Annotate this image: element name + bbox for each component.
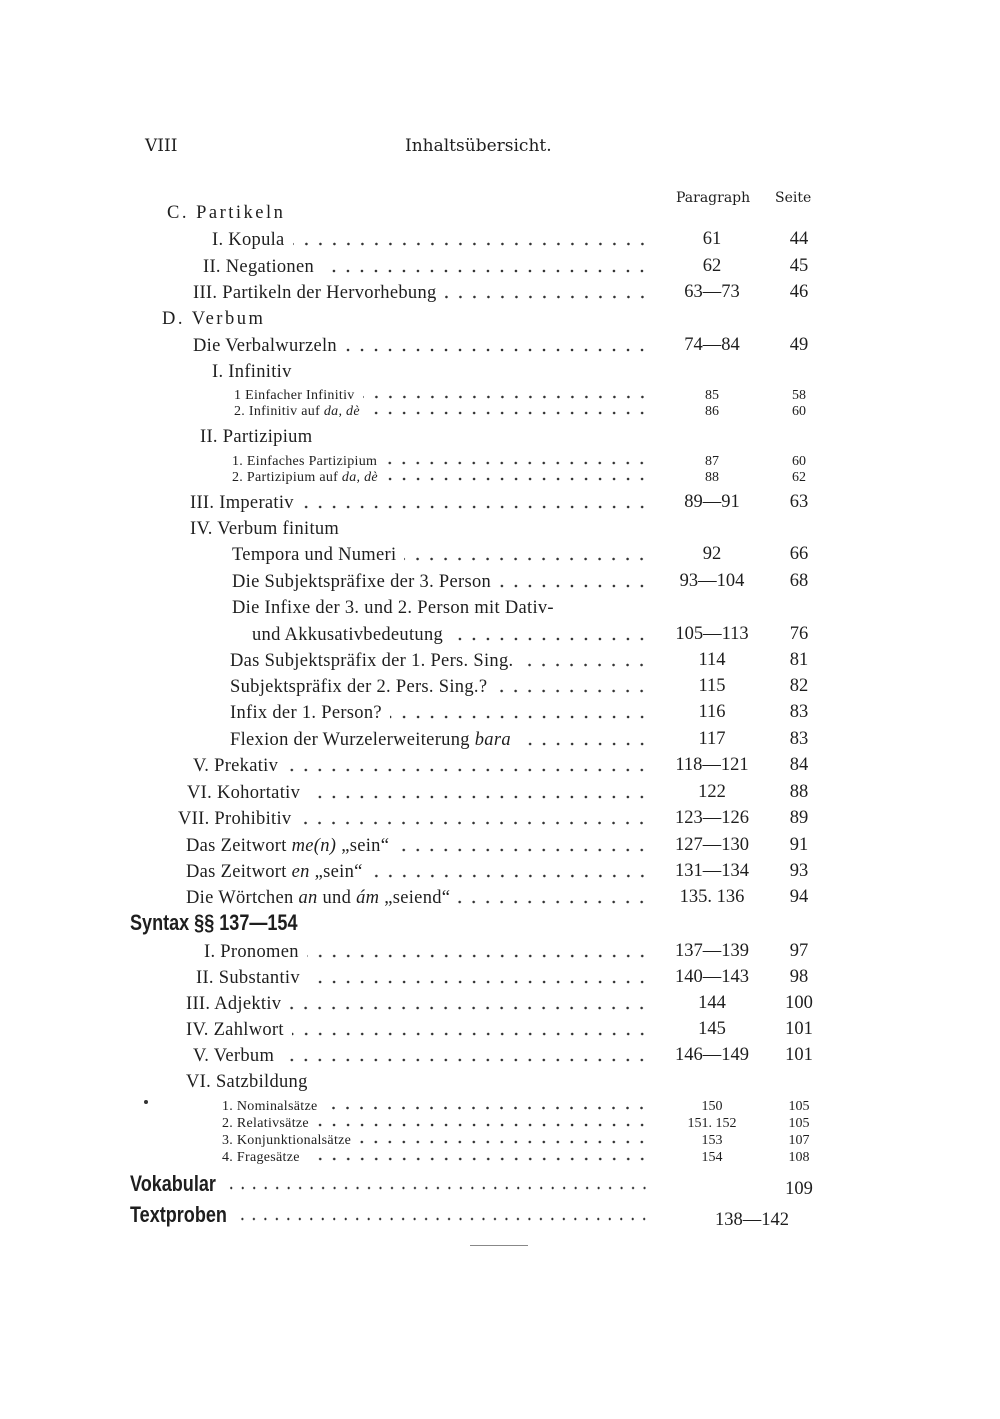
toc-entry xyxy=(234,388,655,404)
page-ref: 108 xyxy=(788,1150,810,1165)
entry-title xyxy=(193,282,437,304)
entry-title-text: III. Imperativ xyxy=(190,493,294,513)
paragraph-number: 93—104 xyxy=(679,571,745,591)
entry-title-text: Subjektspräfix der 2. Pers. Sing.? xyxy=(230,677,488,697)
dot-leader xyxy=(495,686,649,694)
toc-entry xyxy=(212,229,655,251)
page-ref: 105 xyxy=(788,1116,810,1131)
page-ref: 76 xyxy=(789,624,809,644)
entry-title xyxy=(200,426,312,448)
entry-title xyxy=(252,624,443,646)
entry-title-text: II. Substantiv xyxy=(196,968,300,988)
entry-title-text: Syntax §§ 137—154 xyxy=(130,910,298,935)
page-ref: 83 xyxy=(789,702,809,722)
entry-title xyxy=(232,470,378,486)
entry-title-text: VI. Kohortativ xyxy=(187,783,301,803)
toc-entry xyxy=(232,470,655,486)
entry-title-text: Die Subjektspräfixe der 3. Person xyxy=(232,572,492,592)
dot-leader xyxy=(390,712,649,720)
entry-title-text: Das Zeitwort xyxy=(186,862,292,882)
paragraph-number: 87 xyxy=(705,454,719,469)
toc-section-heading xyxy=(162,308,265,330)
entry-title xyxy=(190,518,339,540)
entry-title-text: I. Kopula xyxy=(212,230,285,250)
entry-title-italic: an xyxy=(298,888,318,908)
entry-title xyxy=(232,544,396,566)
dot-leader xyxy=(368,408,649,416)
paragraph-number: 151. 152 xyxy=(687,1116,737,1131)
entry-title xyxy=(232,571,491,593)
entry-title-text: Das Zeitwort xyxy=(186,836,292,856)
entry-title-text: 2. Partizipium auf xyxy=(232,470,342,485)
paragraph-number: 144 xyxy=(698,993,726,1013)
entry-title-text: Die Infixe der 3. und 2. Person mit Dativ- xyxy=(232,598,554,618)
toc-entry xyxy=(222,1150,655,1166)
page-ref: 63 xyxy=(789,492,809,512)
entry-title xyxy=(203,256,314,278)
entry-title-text: 1 Einfacher Infinitiv xyxy=(234,388,355,403)
entry-title xyxy=(186,887,450,909)
paragraph-number: 131—134 xyxy=(675,861,749,881)
dot-leader xyxy=(299,818,649,826)
dot-leader xyxy=(308,977,649,985)
entry-title-italic: ám xyxy=(356,888,380,908)
page-ref: 89 xyxy=(789,808,809,828)
paragraph-number: 137—139 xyxy=(675,941,749,961)
dot-leader xyxy=(325,1103,649,1111)
page-title: Inhaltsübersicht. xyxy=(405,136,552,156)
page-ref: 101 xyxy=(785,1045,813,1065)
entry-title-text: 4. Fragesätze xyxy=(222,1150,300,1165)
entry-title xyxy=(193,335,337,357)
toc-entry xyxy=(230,650,655,672)
paragraph-number: 62 xyxy=(702,256,722,276)
dot-leader xyxy=(499,581,649,589)
dot-leader xyxy=(397,845,649,853)
entry-title xyxy=(130,1204,227,1226)
toc-entry xyxy=(193,755,655,777)
entry-title-text: Die Wörtchen xyxy=(186,888,299,908)
paragraph-number: 85 xyxy=(705,388,719,403)
page-ref: 82 xyxy=(789,676,809,696)
toc-entry xyxy=(186,1019,655,1041)
toc-entry xyxy=(232,454,655,470)
paragraph-number: 105—113 xyxy=(675,624,749,644)
paragraph-number: 145 xyxy=(698,1019,726,1039)
page-ref: 62 xyxy=(792,470,806,485)
toc-entry xyxy=(193,1045,655,1067)
toc-entry xyxy=(252,624,655,646)
dot-leader xyxy=(233,1214,650,1222)
page-ref: 88 xyxy=(789,782,809,802)
dot-leader xyxy=(359,1137,649,1145)
entry-title xyxy=(230,702,382,724)
entry-title xyxy=(196,967,300,989)
paragraph-number: 86 xyxy=(705,404,719,419)
entry-title xyxy=(222,1099,317,1115)
page-ref: 45 xyxy=(789,256,809,276)
toc-entry xyxy=(222,1133,655,1149)
page-ref: 44 xyxy=(789,229,809,249)
column-header-paragraph: Paragraph xyxy=(676,190,751,206)
toc-section-heading xyxy=(130,1204,655,1226)
entry-title-text: C. Partikeln xyxy=(167,203,286,223)
entry-title xyxy=(230,676,487,698)
dot-leader xyxy=(308,1154,649,1162)
paragraph-number: 150 xyxy=(701,1099,723,1114)
paragraph-number: 115 xyxy=(698,676,726,696)
entry-title-text: V. Prekativ xyxy=(193,756,279,776)
dot-leader xyxy=(289,1003,649,1011)
entry-title-text: III. Adjektiv xyxy=(186,994,282,1014)
page-ref: 138—142 xyxy=(715,1210,789,1230)
dot-leader xyxy=(386,474,649,482)
toc-section-heading xyxy=(130,912,297,934)
paragraph-number: 118—121 xyxy=(675,755,749,775)
dot-leader xyxy=(363,392,649,400)
page-ref: 83 xyxy=(789,729,809,749)
toc-entry xyxy=(186,861,655,883)
toc-entry xyxy=(190,492,655,514)
entry-title-text: Flexion der Wurzelerweiterung xyxy=(230,730,475,750)
entry-title-text: II. Negationen xyxy=(203,257,315,277)
toc-entry xyxy=(230,676,655,698)
entry-title-text: Tempora und Numeri xyxy=(232,545,397,565)
toc-entry xyxy=(186,993,655,1015)
entry-title xyxy=(130,912,297,934)
page-ref: 98 xyxy=(789,967,809,987)
entry-title xyxy=(232,454,377,470)
entry-title xyxy=(234,404,360,420)
toc-entry xyxy=(196,967,655,989)
page-ref: 46 xyxy=(789,282,809,302)
entry-title-text: „seiend“ xyxy=(379,888,451,908)
entry-title-text: I. Infinitiv xyxy=(212,362,292,382)
entry-title-text: III. Partikeln der Hervorhebung xyxy=(193,283,437,303)
entry-title-italic: me(n) xyxy=(291,836,337,856)
page-ref: 60 xyxy=(792,454,806,469)
dot-leader xyxy=(293,239,649,247)
entry-title xyxy=(190,492,294,514)
entry-title-italic: da, dè xyxy=(341,470,378,485)
entry-title-text: Textproben xyxy=(130,1202,227,1227)
toc-entry xyxy=(234,404,655,420)
page-ref: 91 xyxy=(789,835,809,855)
paragraph-number: 88 xyxy=(705,470,719,485)
entry-title-text: 3. Konjunktionalsätze xyxy=(222,1133,352,1148)
toc-entry xyxy=(222,1116,655,1132)
toc-entry xyxy=(186,1071,308,1093)
paragraph-number: 153 xyxy=(701,1133,723,1148)
toc-entry xyxy=(203,256,655,278)
paragraph-number: 116 xyxy=(698,702,726,722)
entry-title xyxy=(178,808,291,830)
paragraph-number: 89—91 xyxy=(684,492,740,512)
paragraph-number: 114 xyxy=(698,650,726,670)
toc-section-heading xyxy=(130,1173,655,1195)
dot-leader xyxy=(308,792,649,800)
page-ref: 84 xyxy=(789,755,809,775)
entry-title-text: und xyxy=(317,888,357,908)
toc-entry xyxy=(187,782,655,804)
dot-leader xyxy=(458,897,649,905)
entry-title xyxy=(130,1173,216,1195)
entry-title xyxy=(212,361,292,383)
entry-title xyxy=(204,941,299,963)
entry-title xyxy=(162,308,265,330)
paragraph-number: 74—84 xyxy=(684,335,740,355)
toc-entry xyxy=(200,426,312,448)
toc-entry xyxy=(230,729,655,751)
entry-title xyxy=(167,202,285,224)
entry-title-italic: da, dè xyxy=(323,404,360,419)
page-ref: 68 xyxy=(789,571,809,591)
entry-title-text: 1. Einfaches Partizipium xyxy=(232,454,378,469)
entry-title xyxy=(234,388,355,404)
dot-leader xyxy=(521,660,649,668)
entry-title xyxy=(186,1019,284,1041)
entry-title xyxy=(186,993,281,1015)
page-ref: 49 xyxy=(789,335,809,355)
entry-title-text: und Akkusativbedeutung xyxy=(252,625,444,645)
end-rule xyxy=(470,1245,528,1246)
page-ref: 107 xyxy=(788,1133,810,1148)
page-ref: 105 xyxy=(788,1099,810,1114)
toc-entry xyxy=(193,282,655,304)
page-ref: 93 xyxy=(789,861,809,881)
entry-title-text: V. Verbum xyxy=(193,1046,275,1066)
paragraph-number: 127—130 xyxy=(675,835,749,855)
entry-title-text: II. Partizipium xyxy=(200,427,313,447)
page-ref: 101 xyxy=(785,1019,813,1039)
page-ref: 66 xyxy=(789,544,809,564)
toc-entry xyxy=(193,335,655,357)
entry-title xyxy=(193,755,278,777)
entry-title xyxy=(186,835,389,857)
page-ref: 100 xyxy=(785,993,813,1013)
dot-leader xyxy=(345,345,649,353)
entry-title xyxy=(187,782,300,804)
dot-leader xyxy=(307,951,649,959)
entry-title-text: I. Pronomen xyxy=(204,942,299,962)
entry-title-text: Infix der 1. Person? xyxy=(230,703,382,723)
dot-leader xyxy=(222,1183,650,1191)
toc-entry xyxy=(230,702,655,724)
entry-title-text: 2. Relativsätze xyxy=(222,1116,309,1131)
entry-title-italic: bara xyxy=(474,730,511,750)
entry-title-text: IV. Zahlwort xyxy=(186,1020,284,1040)
page-ref: 94 xyxy=(789,887,809,907)
paragraph-number: 122 xyxy=(698,782,726,802)
toc-entry xyxy=(186,887,655,909)
entry-title xyxy=(222,1150,300,1166)
page-number: VIII xyxy=(145,136,178,156)
dot-leader xyxy=(445,292,649,300)
entry-title-text: D. Verbum xyxy=(162,309,266,329)
entry-title xyxy=(230,729,511,751)
dot-leader xyxy=(317,1120,649,1128)
toc-section-heading xyxy=(167,202,285,224)
dot-leader xyxy=(322,266,649,274)
entry-title xyxy=(193,1045,274,1067)
page-ref: 58 xyxy=(792,388,806,403)
dot-leader xyxy=(519,739,649,747)
dot-leader xyxy=(371,871,649,879)
entry-title xyxy=(230,650,513,672)
toc-entry xyxy=(190,518,339,540)
entry-title xyxy=(222,1133,351,1149)
entry-title-text: VI. Satzbildung xyxy=(186,1072,308,1092)
paragraph-number: 140—143 xyxy=(675,967,749,987)
entry-title-text: 2. Infinitiv auf xyxy=(234,404,324,419)
entry-title-text: VII. Prohibitiv xyxy=(178,809,292,829)
dot-leader xyxy=(292,1029,649,1037)
entry-title xyxy=(186,861,363,883)
toc-entry xyxy=(186,835,655,857)
dot-leader xyxy=(286,765,649,773)
paragraph-number: 92 xyxy=(702,544,722,564)
entry-title-text: „sein“ xyxy=(336,836,390,856)
page-ref: 81 xyxy=(789,650,809,670)
entry-title-italic: en xyxy=(291,862,310,882)
entry-title xyxy=(212,229,285,251)
paragraph-number: 146—149 xyxy=(675,1045,749,1065)
paragraph-number: 63—73 xyxy=(684,282,740,302)
entry-title-text: „sein“ xyxy=(309,862,363,882)
toc-entry xyxy=(178,808,655,830)
toc-entry xyxy=(232,597,554,619)
entry-title xyxy=(232,597,554,619)
page-ref: 97 xyxy=(789,941,809,961)
page-ref: 60 xyxy=(792,404,806,419)
entry-title xyxy=(222,1116,309,1132)
toc-entry xyxy=(232,571,655,593)
paragraph-number: 123—126 xyxy=(675,808,749,828)
paragraph-number: 135. 136 xyxy=(679,887,745,907)
dot-leader xyxy=(282,1055,649,1063)
entry-title-text: Das Subjektspräfix der 1. Pers. Sing. xyxy=(230,651,514,671)
dot-leader xyxy=(404,554,649,562)
dot-leader xyxy=(451,634,649,642)
toc-entry xyxy=(232,544,655,566)
toc-entry xyxy=(204,941,655,963)
toc-entry xyxy=(212,361,292,383)
entry-title-text: Vokabular xyxy=(130,1171,216,1196)
entry-title-text: 1. Nominalsätze xyxy=(222,1099,318,1114)
paragraph-number: 117 xyxy=(698,729,726,749)
entry-title-text: IV. Verbum finitum xyxy=(190,519,340,539)
paragraph-number: 154 xyxy=(701,1150,723,1165)
entry-title-text: Die Verbalwurzeln xyxy=(193,336,337,356)
toc-entry xyxy=(222,1099,655,1115)
entry-title xyxy=(186,1071,308,1093)
dot-leader xyxy=(302,502,649,510)
column-header-seite: Seite xyxy=(775,190,812,206)
paragraph-number: 61 xyxy=(702,229,722,249)
page-ref: 109 xyxy=(785,1179,813,1199)
stray-mark xyxy=(144,1100,148,1104)
dot-leader xyxy=(385,458,649,466)
